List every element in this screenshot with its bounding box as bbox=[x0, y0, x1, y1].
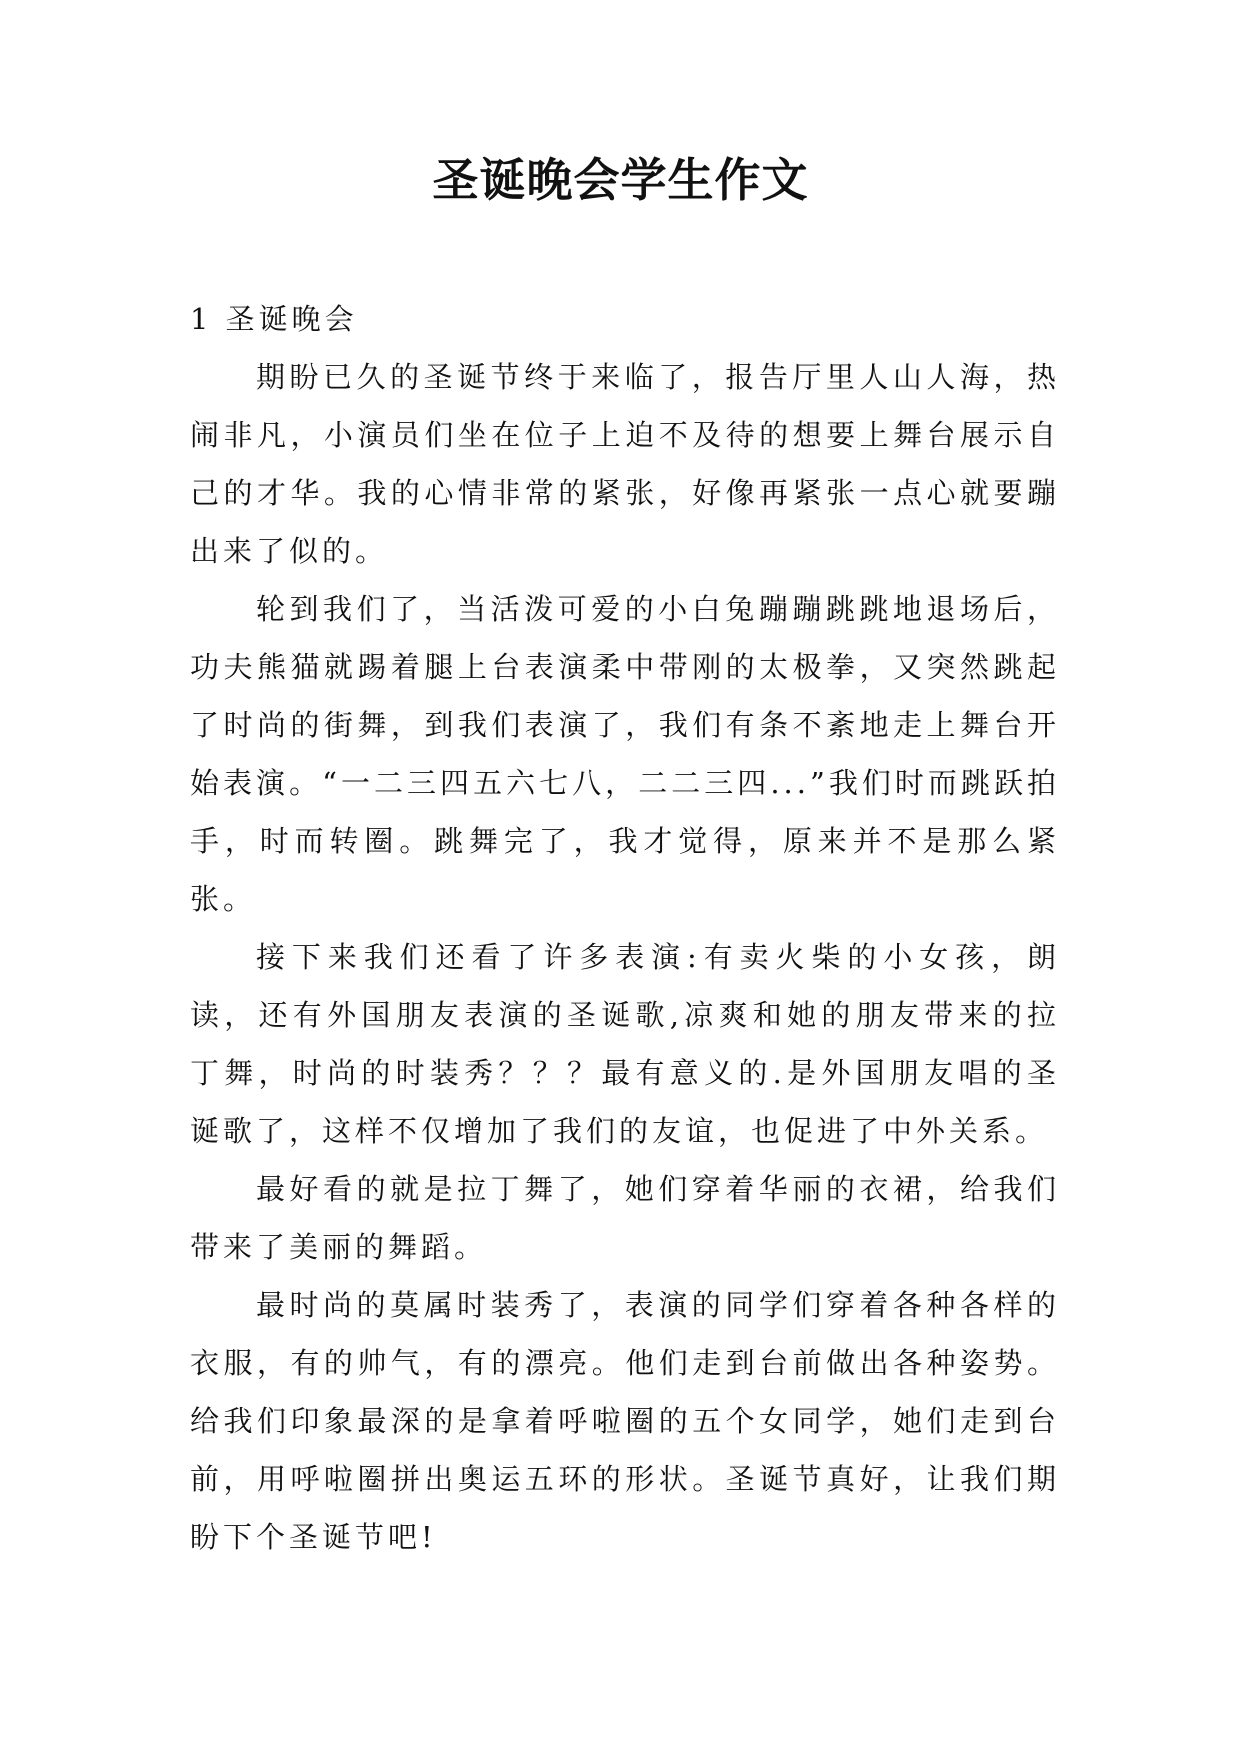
document-title: 圣诞晚会学生作文 bbox=[432, 153, 809, 207]
paragraph-5: 最时尚的莫属时装秀了，表演的同学们穿着各种各样的衣服，有的帅气，有的漂亮。他们走到台前做出各种姿势。给我们印象最深的是拿着呼啦圈的五个女同学，她们走到台前，用呼啦圈拼出奥运五环的形状。圣诞节真好，让我们期盼下个圣诞节吧! bbox=[190, 1288, 1060, 1554]
paragraph-4: 最好看的就是拉丁舞了，她们穿着华丽的衣裙，给我们带来了美丽的舞蹈。 bbox=[190, 1172, 1060, 1264]
paragraph-2: 轮到我们了，当活泼可爱的小白兔蹦蹦跳跳地退场后，功夫熊猫就踢着腿上台表演柔中带刚的太极拳，又突然跳起了时尚的街舞，到我们表演了，我们有条不紊地走上舞台开始表演。“一二三四五六七八，二二三四...”我们时而跳跃拍手，时而转圈。跳舞完了，我才觉得，原来并不是那么紧张。 bbox=[190, 592, 1060, 916]
paragraph-1: 期盼已久的圣诞节终于来临了，报告厅里人山人海，热闹非凡，小演员们坐在位子上迫不及待的想要上舞台展示自己的才华。我的心情非常的紧张，好像再紧张一点心就要蹦出来了似的。 bbox=[190, 360, 1060, 568]
section-heading: 1 圣诞晚会 bbox=[190, 302, 358, 336]
document-body bbox=[190, 290, 1060, 1566]
paragraph-3: 接下来我们还看了许多表演:有卖火柴的小女孩，朗读，还有外国朋友表演的圣诞歌,凉爽和她的朋友带来的拉丁舞，时尚的时装秀？？？最有意义的.是外国朋友唱的圣诞歌了，这样不仅增加了我们的友谊，也促进了中外关系。 bbox=[190, 940, 1060, 1148]
